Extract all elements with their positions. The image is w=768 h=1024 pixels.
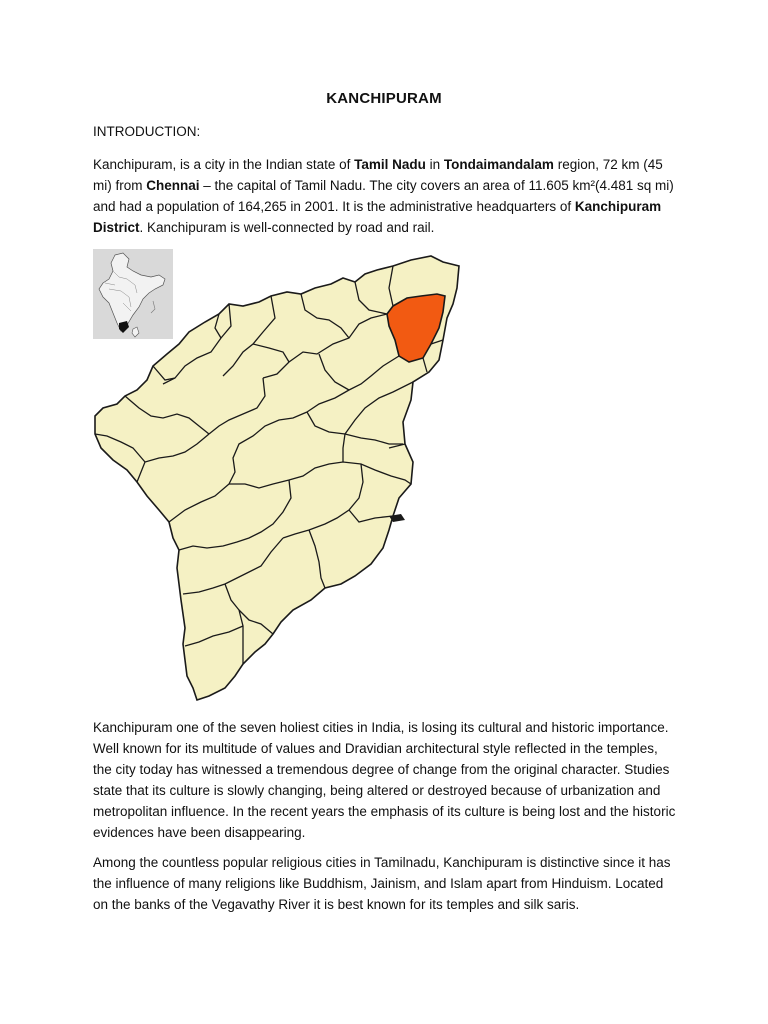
text-run: in bbox=[425, 157, 444, 172]
india-locator-inset bbox=[93, 249, 173, 339]
section-heading: INTRODUCTION: bbox=[93, 124, 201, 139]
text-run: region, 72 km (45 mi) from bbox=[93, 157, 663, 193]
bold-term: Kanchipuram District bbox=[93, 199, 662, 235]
text-run: – the capital of Tamil Nadu. The city covers an area of 11.605 km²(4.481 sq mi) and had a population of 164,265 in 2001. It is the administrative headquarters of bbox=[93, 178, 674, 214]
bold-term: Tamil Nadu bbox=[354, 157, 426, 172]
text-run: Kanchipuram, is a city in the Indian state of bbox=[93, 157, 355, 172]
page-title: KANCHIPURAM bbox=[326, 90, 442, 107]
religion-paragraph: Among the countless popular religious cities in Tamilnadu, Kanchipuram is distinctive since it has the influence of many religions like Buddhism, Jainism, and Islam apart from Hinduism. Located on the banks of the Vegavathy River it is best known for its temples and silk saris. bbox=[93, 855, 671, 912]
history-paragraph: Kanchipuram one of the seven holiest cities in India, is losing its cultural and historic importance. Well known for its multitude of values and Dravidian architectural style reflected in the temples, the city today has witnessed a tremendous degree of change from the original character. Studies state that its culture is slowly changing, being altered or destroyed because of urbanization and metropolitan influence. In the recent years the emphasis of its culture is being lost and the historic evidences have been disappearing. bbox=[93, 720, 676, 840]
bold-term: Tondaimandalam bbox=[443, 157, 554, 172]
bold-term: Chennai bbox=[146, 178, 200, 193]
intro-paragraph bbox=[93, 154, 678, 238]
text-run: . Kanchipuram is well-connected by road and rail. bbox=[139, 220, 435, 235]
